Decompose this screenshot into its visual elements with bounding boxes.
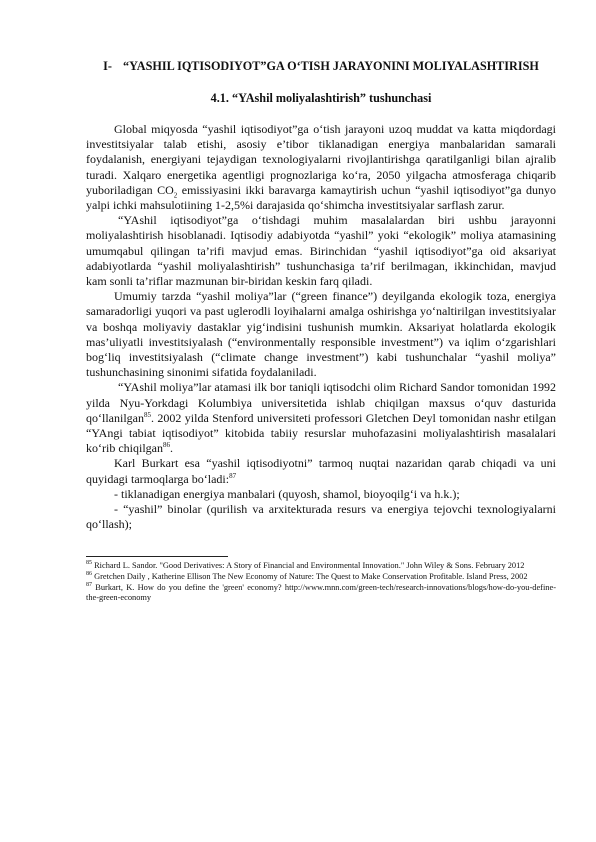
- paragraph-2: “YAshil iqtisodiyot”ga o‘tishdagi muhim masalalardan biri ushbu jarayonni moliyalashtirish hisoblanadi. Iqtisodiy adabiyotda “yashil” yoki “ekologik” moliya atamasining umumqabul qilingan ta’rifi mavjud emas. Birinchidan “yashil iqtisodiyot”ga oid aksariyat adabiyotlarda “yashil moliyalashtirish” tushunchasiga ta’rif berilmagan, ikkinchidan, mavjud kam sonli ta’riflar mazmunan bir-biridan keskin farq qiladi.: [86, 213, 556, 289]
- paragraph-4: [86, 380, 556, 456]
- paragraph-4-text-a: “YAshil moliya”lar atamasi ilk bor taniqli iqtisodchi olim Richard Sandor tomonidan 1992 yilda Nyu-Yorkdagi Kolumbiya universitetida ishlab chiqilgan maxsus o‘quv dasturida qo‘llanilgan: [86, 380, 556, 425]
- paragraph-5-text: Karl Burkart esa “yashil iqtisodiyotni” tarmoq nuqtai nazaridan qarab chiqadi va uni quyidagi tarmoqlarga bo‘ladi:: [86, 456, 556, 486]
- footnote-number: 87: [86, 582, 92, 589]
- paragraph-4-text-c: .: [169, 441, 173, 456]
- footnote-divider: [86, 556, 228, 557]
- co2-subscript: 2: [173, 191, 178, 200]
- footnote-text: Gretchen Daily , Katherine Ellison The New Economy of Nature: The Quest to Make Conservation Profitable. Island Press, 2002: [92, 572, 528, 582]
- paragraph-3: Umumiy tarzda “yashil moliya”lar (“green finance”) deyilganda ekologik toza, energiya samaradorligi yuqori va past uglerodli loyihalarni amalga oshirishga yo‘naltirilgan investitsiyalar va boshqa moliyaviy dastaklar yig‘indisini tushunish mumkin. Aksariyat holatlarda ekologik mas’uliyatli investitsiyalash (“environmentally responsible investment”) va iqlim o‘zgarishlari bog‘liq investitsiyalash (“climate change investment”) kabi tushunchalar “yashil moliya” tushunchasining sinonimi sifatida foydalaniladi.: [86, 289, 556, 380]
- chapter-title: “YASHIL IQTISODIYOT”GA O‘TISH JARAYONINI MOLIYALASHTIRISH: [123, 59, 539, 73]
- paragraph-4-text-b: . 2002 yilda Stenford universiteti professori Gletchen Deyl tomonidan nashr etilgan “YAngi tabiat iqtisodiyot” kitobida tabiiy resurslar muhofazasini moliyalashtirish masalalari ko‘rib chiqilgan: [86, 410, 556, 456]
- footnote-number: 86: [86, 571, 92, 578]
- document-page: [86, 58, 556, 604]
- paragraph-1: [86, 122, 556, 213]
- list-item: - “yashil” binolar (qurilish va arxitekturada resurs va energiya tejovchi texnologiyalarni qo‘llash);: [86, 502, 556, 532]
- footnote-text: Burkart, K. How do you define the 'green' economy? http://www.mnn.com/green-tech/research-innovations/blogs/how-do-you-define-the-green-economy: [86, 583, 556, 603]
- footnote-86: [86, 572, 556, 582]
- paragraph-5: [86, 456, 556, 486]
- paragraph-1-text-a: Global miqyosda “yashil iqtisodiyot”ga o‘tish jarayoni uzoq muddat va katta miqdordagi investitsiyalar talab etishi, asosiy e’tibor tiklanadigan energiya manbalaridan samarali foydalanish, energiyani tejaydigan texnologiyalarni rivojlantirishga qaratilganligi bilan ajralib turadi. Xalqaro energetika agentligi prognozlariga ko‘ra, 2050 yilgacha atmosferaga chiqarib yuboriladigan CO: [86, 122, 556, 197]
- chapter-number: I-: [103, 59, 112, 73]
- paragraph-1-text-b: emissiyasini ikki baravarga kamaytirish uchun “yashil iqtisodiyot”ga dunyo yalpi ichki mahsulotiining 1-2,5%i darajasida qo‘shimcha investitsiyalar sarflash zarur.: [86, 182, 556, 213]
- list-item: - tiklanadigan energiya manbalari (quyosh, shamol, bioyoqilg‘i va h.k.);: [114, 486, 460, 501]
- footnote-87: [86, 583, 556, 603]
- footnote-number: 85: [86, 560, 92, 567]
- section-title: 4.1. “YAshil moliyalashtirish” tushunchasi: [210, 91, 432, 105]
- footnote-ref-86[interactable]: 86: [162, 441, 170, 450]
- chapter-heading: [86, 58, 556, 74]
- footnote-ref-87[interactable]: 87: [229, 471, 237, 480]
- footnote-ref-85[interactable]: 85: [143, 410, 151, 419]
- footnote-text: Richard L. Sandor. "Good Derivatives: A Story of Financial and Environmental Innovation." John Wiley & Sons. February 2012: [92, 561, 525, 571]
- footnotes: [86, 561, 556, 603]
- footnote-85: [86, 561, 556, 571]
